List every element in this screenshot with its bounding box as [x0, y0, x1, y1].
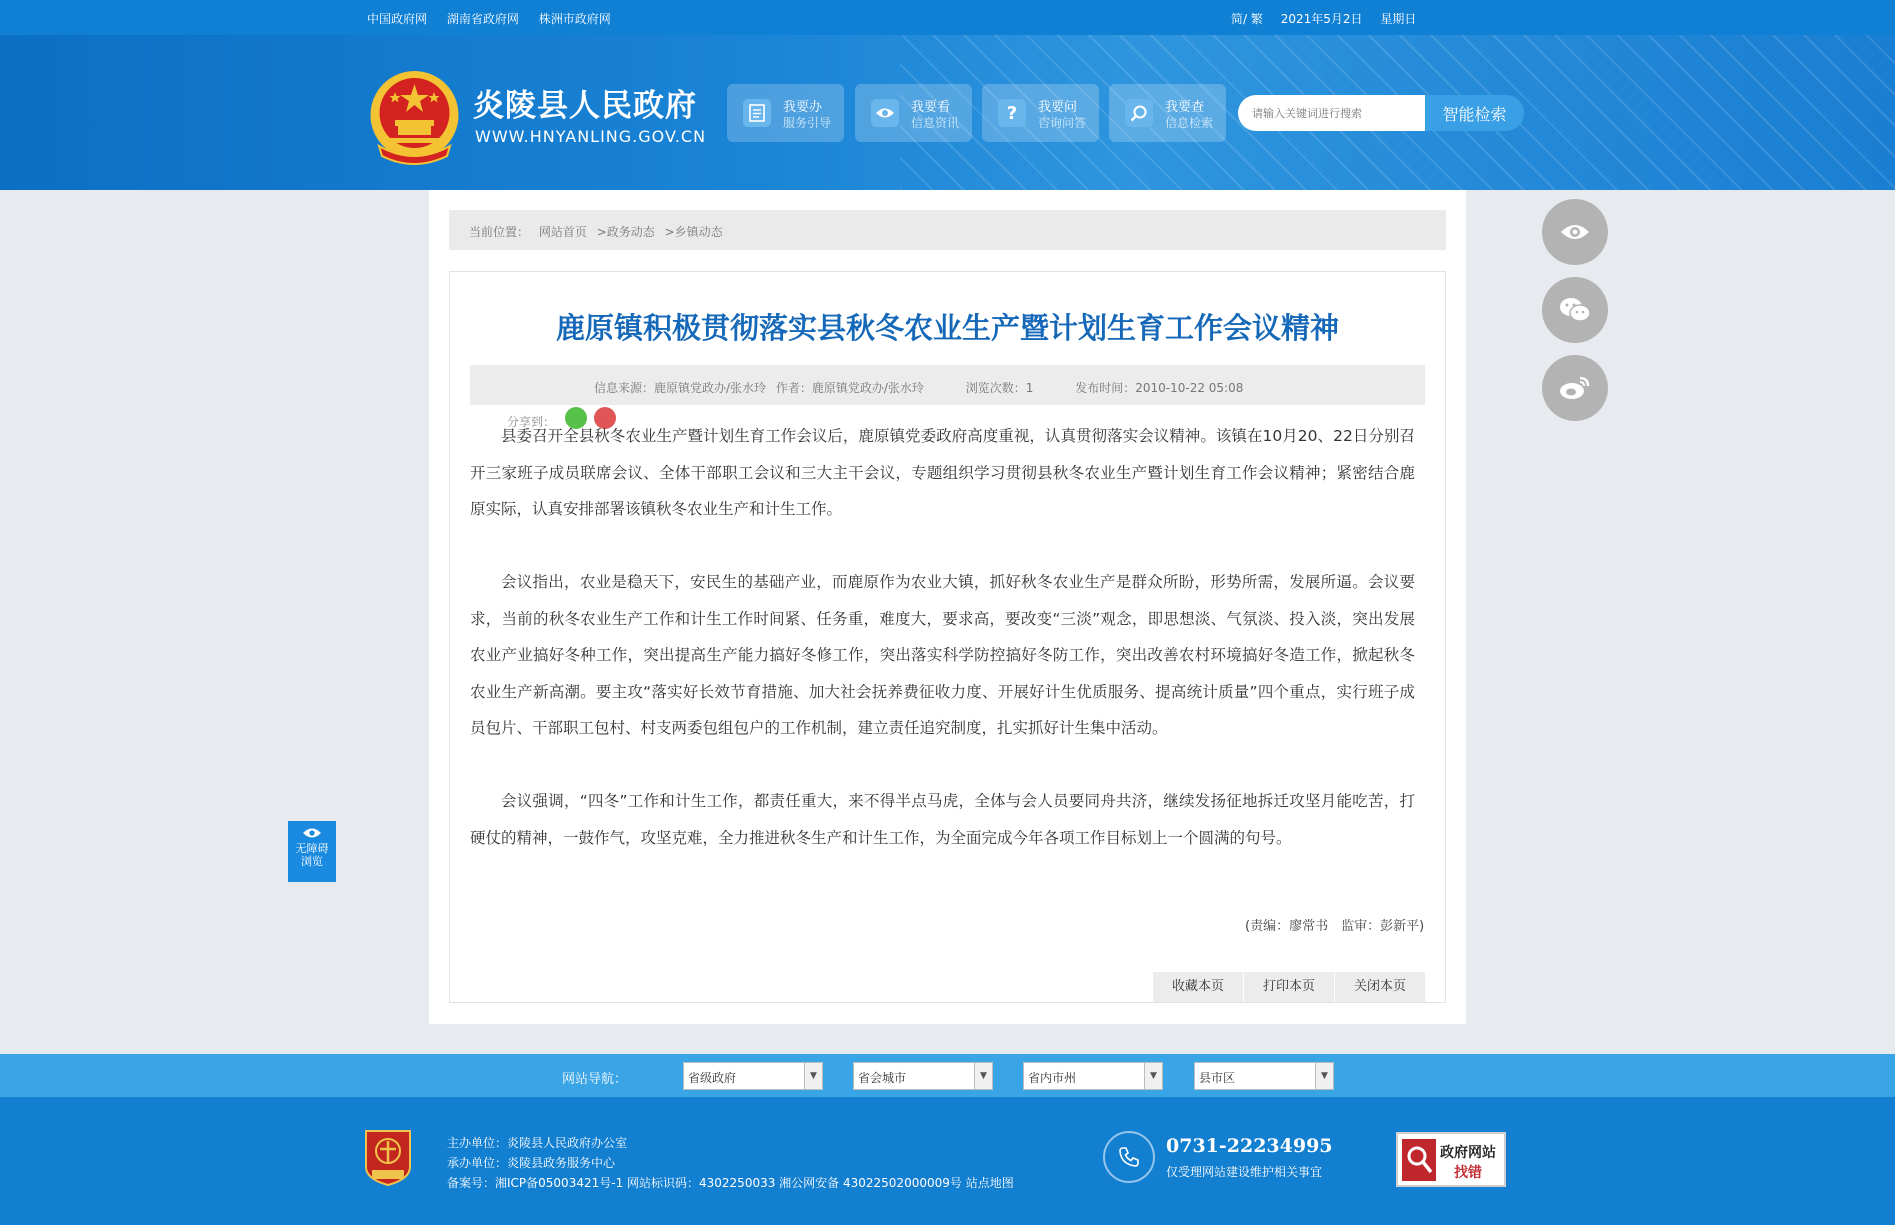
lang-switch[interactable]: 简/ 繁 — [1231, 12, 1263, 26]
select-county[interactable] — [1194, 1062, 1334, 1090]
meta-source: 信息来源：鹿原镇党政办/张水玲 — [594, 381, 767, 395]
article-meta — [470, 365, 1425, 405]
meta-published: 发布时间：2010-10-22 05:08 — [1075, 381, 1244, 395]
phone-icon — [1103, 1131, 1155, 1183]
float-eye-button[interactable] — [1542, 199, 1608, 265]
chevron-down-icon: ▼ — [804, 1063, 822, 1089]
party-gov-badge-icon[interactable] — [362, 1127, 414, 1187]
quick-link-title: 我要查 — [1165, 100, 1205, 115]
breadcrumb-news[interactable]: >政务动态 — [596, 225, 655, 239]
article-body — [470, 418, 1415, 893]
site-nav-bar — [0, 1054, 1895, 1097]
chevron-down-icon: ▼ — [1144, 1063, 1162, 1089]
eye-icon — [1559, 222, 1591, 242]
weekday-text: 星期日 — [1380, 12, 1417, 26]
wechat-icon — [1558, 296, 1592, 324]
top-right — [1231, 10, 1430, 27]
select-capital-city[interactable] — [853, 1062, 993, 1090]
search-input[interactable] — [1238, 95, 1428, 131]
site-header — [0, 35, 1895, 190]
breadcrumb-town-news[interactable]: >乡镇动态 — [664, 225, 723, 239]
national-emblem-icon — [367, 68, 462, 169]
quick-link-view[interactable] — [855, 84, 972, 142]
select-value: 省会城市 — [858, 1071, 907, 1085]
meta-author: 作者：鹿原镇党政办/张水玲 — [775, 381, 924, 395]
document-icon — [743, 99, 771, 127]
accessibility-line1: 无障碍 — [295, 842, 329, 855]
error-title: 政府网站 — [1440, 1145, 1496, 1161]
select-value: 省内市州 — [1028, 1071, 1077, 1085]
quick-link-subtitle: 服务引导 — [783, 116, 832, 130]
date-text: 2021年5月2日 — [1280, 12, 1363, 26]
link-china-gov[interactable]: 中国政府网 — [367, 12, 428, 26]
top-links — [367, 10, 627, 27]
accessibility-line2: 浏览 — [301, 855, 323, 868]
meta-views: 浏览次数：1 — [965, 381, 1034, 395]
weibo-icon — [1559, 374, 1591, 402]
close-page-button[interactable]: 关闭本页 — [1334, 972, 1425, 1002]
error-action: 找错 — [1448, 1162, 1488, 1180]
select-province-city[interactable] — [1023, 1062, 1163, 1090]
article-actions — [1152, 972, 1425, 1002]
share-label: 分享到： — [507, 415, 556, 429]
site-domain: WWW.HNYANLING.GOV.CN — [475, 127, 707, 146]
search-button[interactable]: 智能检索 — [1425, 95, 1524, 131]
chevron-down-icon: ▼ — [974, 1063, 992, 1089]
editor-credit: (责编：廖常书 监审：彭新平) — [1245, 919, 1425, 934]
float-wechat-button[interactable] — [1542, 277, 1608, 343]
link-hunan-gov[interactable]: 湖南省政府网 — [446, 12, 519, 26]
accessibility-button[interactable] — [288, 821, 336, 882]
article-paragraph: 会议指出，农业是稳天下，安民生的基础产业，而鹿原作为农业大镇，抓好秋冬农业生产是群众所盼，形势所需，发展所逼。会议要求，当前的秋冬农业生产工作和计生工作时间紧、任务重，难度大，要求高，要改变“三淡”观念，即思想淡、气氛淡、投入淡，突出发展农业产业搞好冬种工作，突出提高生产能力搞好冬修工作，突出落实科学防控搞好冬防工作，突出改善农村环境搞好冬造工作，掀起秋冬农业生产新高潮。要主攻“落实好长效节育措施、加大社会抚养费征收力度、开展好计生优质服务、提高统计质量”四个重点，实行班子成员包片、干部职工包村、村支两委包组包户的工作机制，建立责任追究制度，扎实抓好计生集中活动。 — [470, 573, 1415, 737]
float-weibo-button[interactable] — [1542, 355, 1608, 421]
select-province-gov[interactable] — [683, 1062, 823, 1090]
nav-label: 网站导航： — [562, 1072, 628, 1087]
quick-link-title: 我要问 — [1038, 100, 1078, 115]
link-zhuzhou-gov[interactable]: 株洲市政府网 — [538, 12, 611, 26]
footer-phone: 0731-22234995 — [1166, 1135, 1333, 1157]
breadcrumb — [449, 210, 1446, 250]
quick-link-subtitle: 信息检索 — [1165, 116, 1214, 130]
report-error-button[interactable] — [1396, 1132, 1506, 1187]
bookmark-button[interactable]: 收藏本页 — [1152, 972, 1243, 1002]
quick-link-ask[interactable] — [982, 84, 1099, 142]
footer-record[interactable]: 备案号：湘ICP备05003421号-1 网站标识码：4302250033 湘公网安备 43022502000009号 站点地图 — [447, 1176, 1014, 1190]
article-paragraph: 会议强调，“四冬”工作和计生工作，都责任重大，来不得半点马虎，全体与会人员要同舟共济，继续发扬征地拆迁攻坚月能吃苦，打硬仗的精神，一鼓作气，攻坚克难，全力推进秋冬生产和计生工作，为全面完成今年各项工作目标划上一个圆满的句号。 — [470, 792, 1415, 847]
search-icon — [1125, 99, 1153, 127]
eye-icon — [871, 99, 899, 127]
footer-phone-note: 仅受理网站建设维护相关事宜 — [1166, 1165, 1323, 1179]
breadcrumb-home[interactable]: 网站首页 — [538, 225, 587, 239]
site-title[interactable]: 炎陵县人民政府 — [473, 88, 697, 124]
footer-organizer: 承办单位：炎陵县政务服务中心 — [447, 1156, 616, 1170]
quick-link-subtitle: 咨询问答 — [1038, 116, 1087, 130]
quick-link-search[interactable] — [1109, 84, 1226, 142]
top-bar — [0, 0, 1895, 35]
footer-info — [447, 1133, 1014, 1193]
breadcrumb-label: 当前位置： — [469, 225, 530, 239]
select-value: 县市区 — [1199, 1071, 1236, 1085]
question-icon: ? — [998, 99, 1026, 127]
quick-link-title: 我要办 — [783, 100, 823, 115]
quick-link-title: 我要看 — [911, 100, 951, 115]
article-paragraph: 县委召开全县秋冬农业生产暨计划生育工作会议后，鹿原镇党委政府高度重视，认真贯彻落实会议精神。该镇在10月20、22日分别召开三家班子成员联席会议、全体干部职工会议和三大主干会议，专题组织学习贯彻县秋冬农业生产暨计划生育工作会议精神；紧密结合鹿原实际，认真安排部署该镇秋冬农业生产和计生工作。 — [470, 427, 1415, 518]
select-value: 省级政府 — [688, 1071, 737, 1085]
print-button[interactable]: 打印本页 — [1243, 972, 1334, 1002]
chevron-down-icon: ▼ — [1315, 1063, 1333, 1089]
footer-host: 主办单位：炎陵县人民政府办公室 — [447, 1136, 628, 1150]
site-footer — [0, 1097, 1895, 1225]
article-title: 鹿原镇积极贯彻落实县秋冬农业生产暨计划生育工作会议精神 — [555, 311, 1339, 345]
search-box — [1238, 95, 1524, 131]
magnifier-icon — [1402, 1139, 1436, 1181]
quick-link-apply[interactable] — [727, 84, 844, 142]
eye-icon — [302, 827, 322, 839]
quick-link-subtitle: 信息资讯 — [911, 116, 960, 130]
